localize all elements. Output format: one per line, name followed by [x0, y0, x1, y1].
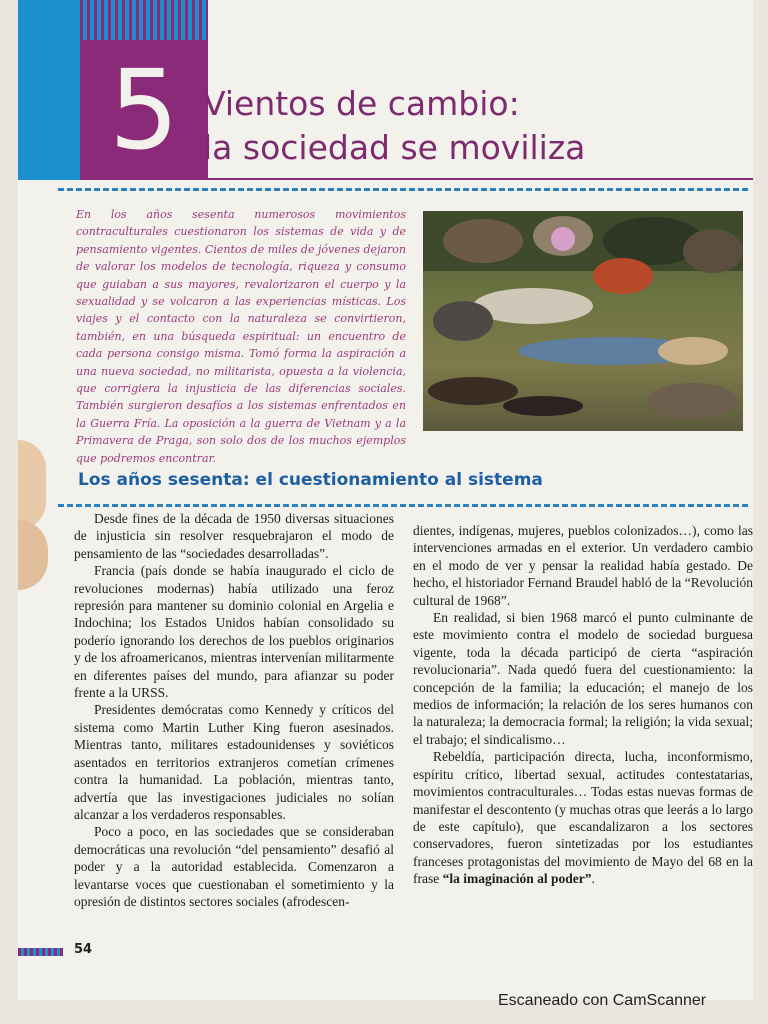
paragraph: En realidad, si bien 1968 marcó el punto culminante de este movimiento contra el modelo de sociedad burguesa vigente, toda la década participó de cierta “aspiración revolucionaria”. Nada quedó fuera del cuestionamiento: la concepción de la familia; la educación; el manejo de los medios de información; la relación de los seres humanos con la naturaleza; la democracia formal; la religión; la vida sexual; el trabajo; el sindicalismo… — [413, 610, 753, 747]
paragraph-text: Rebeldía, participación directa, lucha, inconformismo, espíritu crítico, libertad sexual, actitudes contestatarias, movimientos contraculturales… Todas estas nuevas formas de manifestar el descontento (y muchas otras que leerás a lo largo de este capítulo), que escandalizaron a los sectores conservadores, fueron sintetizadas por los estudiantes franceses protagonistas del movimiento de Mayo del 68 en la frase — [413, 749, 753, 887]
chapter-stripes — [80, 0, 208, 40]
left-column — [74, 510, 394, 910]
chapter-title-line1: Vientos de cambio: — [203, 84, 520, 123]
scanner-thumb — [18, 520, 48, 590]
paragraph-end: . — [591, 871, 595, 887]
scanner-thumb — [18, 440, 46, 530]
book-page — [18, 0, 753, 1000]
page-number: 54 — [74, 942, 93, 957]
scanner-watermark: Escaneado con CamScanner — [498, 992, 707, 1009]
paragraph: Desde fines de la década de 1950 diversas situaciones de injusticia sin resolver resquebrajaron el modo de pensamiento de las “sociedades desarrolladas”. — [74, 511, 394, 561]
chapter-title — [203, 82, 743, 170]
title-rule — [208, 178, 753, 180]
footer-stripe — [18, 948, 63, 956]
right-column — [413, 522, 753, 888]
dashed-divider — [58, 504, 748, 507]
dashed-divider — [58, 188, 748, 191]
paragraph: dientes, indígenas, mujeres, pueblos colonizados…), como las intervenciones armadas en el exterior. Un verdadero cambio en el modo de ver y pensar la realidad había gestado. De hecho, el historiador Fernand Braudel habló de la “Revolución cultural de 1968”. — [413, 523, 753, 608]
paragraph: Francia (país donde se había inaugurado el ciclo de revoluciones modernas) había utilizado una feroz represión para mantener su dominio colonial en Argelia e Indochina; los Estados Unidos habían consolidado su poderío ignorando los derechos de los pueblos originarios y de los afroamericanos, mientras intervenían militarmente en diferentes países del mundo, para afianzar su poder frente a la URSS. — [74, 563, 394, 701]
chapter-title-line2: la sociedad se moviliza — [203, 128, 586, 167]
emphasis-phrase: “la imaginación al poder” — [442, 871, 592, 887]
chapter-number: 5 — [109, 46, 179, 174]
paragraph — [413, 748, 753, 887]
intro-paragraph: En los años sesenta numerosos movimientos contraculturales cuestionaron los sistemas de vida y de pensamiento vigentes. Cientos de miles de jóvenes dejaron de valorar los modelos de tecnología, riqueza y consumo que guiaban a sus mayores, revalorizaron el cuerpo y la sexualidad y se volcaron a las experiencias místicas. Los viajes y el contacto con la naturaleza se convirtieron, también, en una búsqueda espiritual: un encuentro de cada persona consigo misma. Tomó forma la aspiración a una nueva sociedad, no militarista, opuesta a la violencia, que corrigiera la injusticia de las diferencias sociales. También surgieron desafíos a los sistemas enfrentados en la Guerra Fría. La oposición a la guerra de Vietnam y a la Primavera de Praga, son solo dos de los muchos ejemplos que podremos encontrar. — [76, 208, 406, 465]
paragraph: Poco a poco, en las sociedades que se consideraban democráticas una revolución “del pensamiento” desafió al poder y a la autoridad establecida. Comenzaron a levantarse voces que cuestionaban el sometimiento y la opresión de distintos sectores sociales (afrodescen- — [74, 824, 394, 909]
hippie-crowd-photo — [423, 211, 743, 431]
paragraph: Presidentes demócratas como Kennedy y críticos del sistema como Martin Luther King fueron asesinados. Mientras tanto, militares estadounidenses y soviéticos asentados en territorios extranjeros cometían crímenes contra la humanidad. La población, mientras tanto, advertía que las investigaciones judiciales no solían alcanzar a los verdaderos responsables. — [74, 702, 394, 822]
section-title: Los años sesenta: el cuestionamiento al sistema — [78, 470, 543, 490]
